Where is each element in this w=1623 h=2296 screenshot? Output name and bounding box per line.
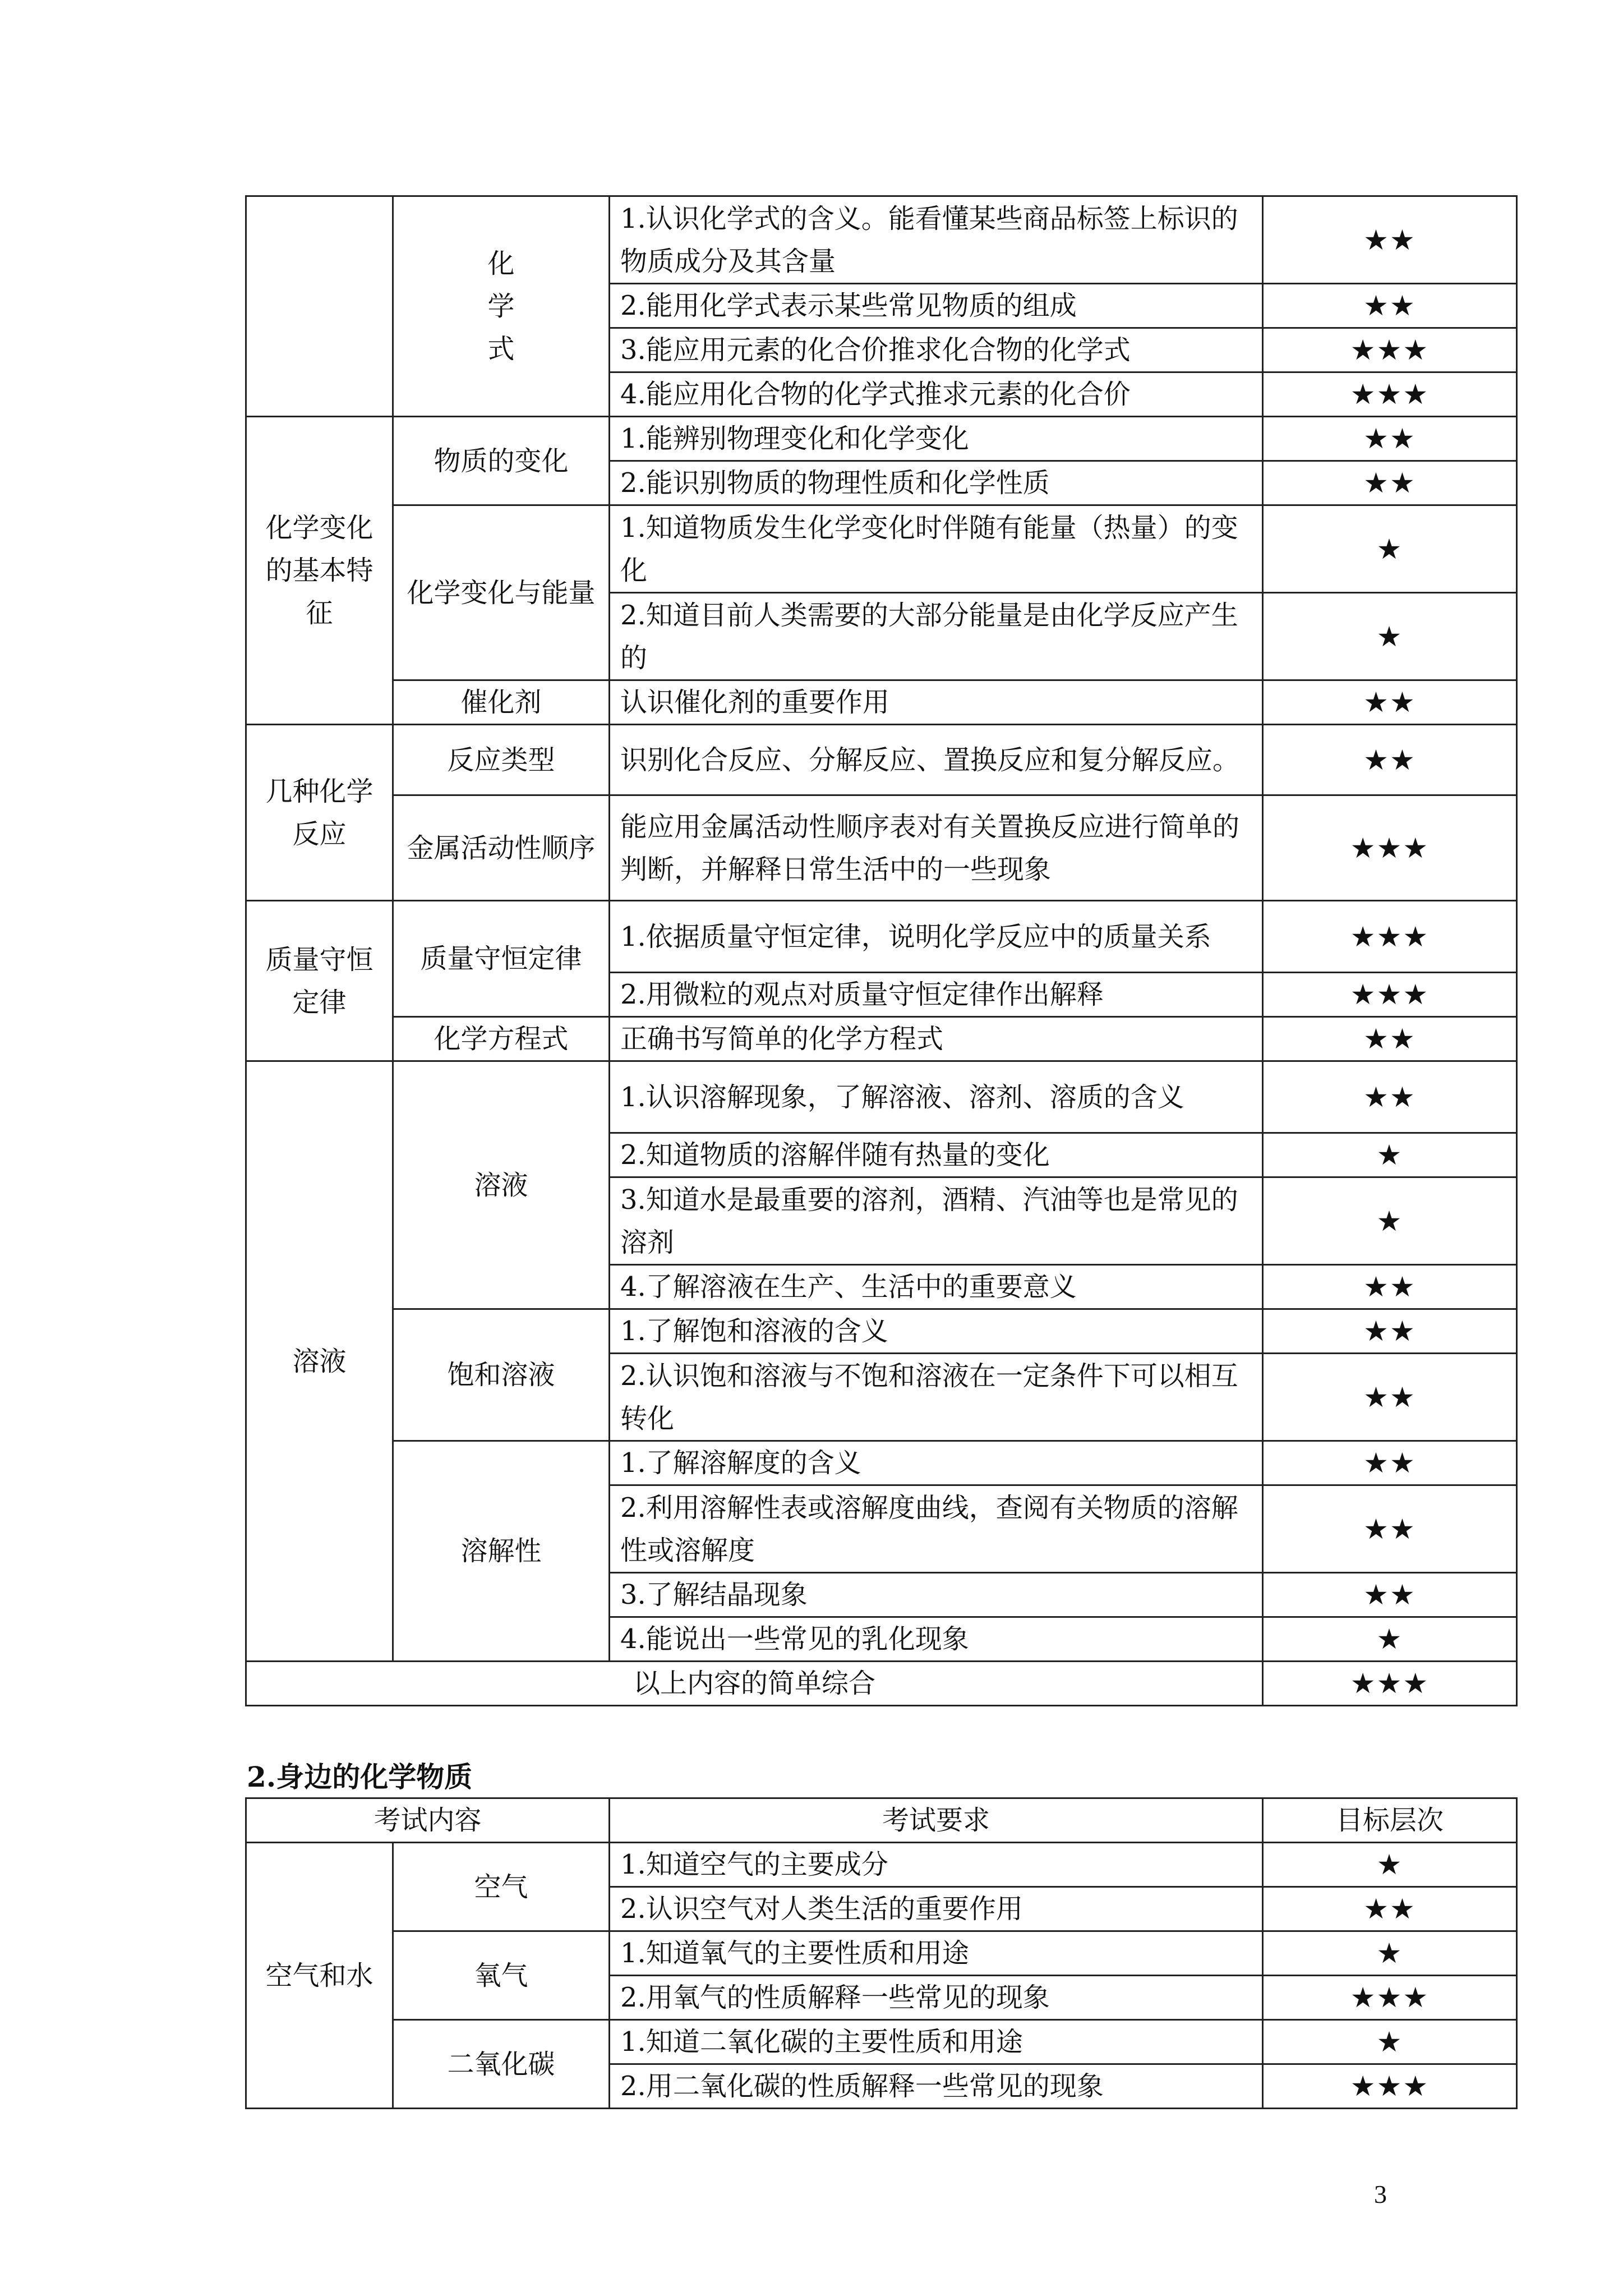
level-stars: ★★ [1263, 1309, 1517, 1354]
table-row [246, 901, 1517, 973]
level-stars: ★★ [1263, 1573, 1517, 1617]
topic-cell: 化学变化的基本特征 [246, 417, 393, 725]
table-row [246, 505, 1517, 593]
requirement-cell: 4.了解溶液在生产、生活中的重要意义 [610, 1265, 1263, 1309]
level-stars: ★★ [1263, 196, 1517, 284]
topic-cell-empty [246, 196, 393, 417]
level-stars: ★★★ [1263, 2064, 1517, 2109]
requirement-cell: 1.认识溶解现象，了解溶液、溶剂、溶质的含义 [610, 1061, 1263, 1133]
level-stars: ★★ [1263, 284, 1517, 328]
level-stars: ★★★ [1263, 1976, 1517, 2020]
subtopic-cell: 反应类型 [393, 725, 610, 795]
requirement-cell: 识别化合反应、分解反应、置换反应和复分解反应。 [610, 725, 1263, 795]
page-number: 3 [1374, 2180, 1387, 2208]
requirement-cell: 2.能用化学式表示某些常见物质的组成 [610, 284, 1263, 328]
level-stars: ★★★ [1263, 372, 1517, 417]
subtopic-cell: 二氧化碳 [393, 2020, 610, 2109]
level-stars: ★★★ [1263, 973, 1517, 1017]
subtopic-cell [393, 196, 610, 417]
header-requirement: 考试要求 [610, 1798, 1263, 1843]
requirement-cell: 1.知道二氧化碳的主要性质和用途 [610, 2020, 1263, 2064]
topic-cell: 几种化学反应 [246, 725, 393, 901]
level-stars: ★ [1263, 505, 1517, 593]
level-stars: ★ [1263, 1931, 1517, 1976]
requirement-cell: 正确书写简单的化学方程式 [610, 1017, 1263, 1061]
table-row [246, 417, 1517, 461]
requirement-cell: 2.知道目前人类需要的大部分能量是由化学反应产生的 [610, 593, 1263, 680]
requirement-cell: 2.利用溶解性表或溶解度曲线，查阅有关物质的溶解性或溶解度 [610, 1485, 1263, 1573]
requirement-cell: 2.认识饱和溶液与不饱和溶液在一定条件下可以相互转化 [610, 1354, 1263, 1441]
requirement-cell: 2.用氧气的性质解释一些常见的现象 [610, 1976, 1263, 2020]
requirement-cell: 2.用二氧化碳的性质解释一些常见的现象 [610, 2064, 1263, 2109]
topic-cell: 质量守恒定律 [246, 901, 393, 1061]
subtopic-label: 化学式 [487, 248, 515, 365]
requirement-cell: 1.依据质量守恒定律，说明化学反应中的质量关系 [610, 901, 1263, 973]
section-title: 2.身边的化学物质 [247, 1760, 473, 1793]
level-stars: ★★ [1263, 1354, 1517, 1441]
requirement-cell: 2.用微粒的观点对质量守恒定律作出解释 [610, 973, 1263, 1017]
subtopic-cell: 催化剂 [393, 680, 610, 725]
level-stars: ★ [1263, 1133, 1517, 1177]
subtopic-cell: 物质的变化 [393, 417, 610, 505]
table-header-row [246, 1798, 1517, 1843]
subtopic-cell: 氧气 [393, 1931, 610, 2020]
topic-cell: 溶液 [246, 1061, 393, 1662]
requirement-cell: 能应用金属活动性顺序表对有关置换反应进行简单的判断，并解释日常生活中的一些现象 [610, 795, 1263, 901]
level-stars: ★★ [1263, 1485, 1517, 1573]
table-row [246, 1843, 1517, 1887]
header-level: 目标层次 [1263, 1798, 1517, 1843]
subtopic-cell: 空气 [393, 1843, 610, 1931]
subtopic-cell: 金属活动性顺序 [393, 795, 610, 901]
requirement-cell: 3.能应用元素的化合价推求化合物的化学式 [610, 328, 1263, 372]
requirement-cell: 1.能辨别物理变化和化学变化 [610, 417, 1263, 461]
table-row [246, 680, 1517, 725]
requirement-cell: 3.知道水是最重要的溶剂，酒精、汽油等也是常见的溶剂 [610, 1177, 1263, 1265]
level-stars: ★ [1263, 593, 1517, 680]
level-stars: ★★★ [1263, 795, 1517, 901]
subtopic-cell: 质量守恒定律 [393, 901, 610, 1017]
level-stars: ★ [1263, 2020, 1517, 2064]
topic-cell: 空气和水 [246, 1843, 393, 2109]
table-row [246, 1061, 1517, 1133]
table-row [246, 1931, 1517, 1976]
requirement-cell: 1.知道空气的主要成分 [610, 1843, 1263, 1887]
table-row [246, 725, 1517, 795]
requirement-cell: 2.能识别物质的物理性质和化学性质 [610, 461, 1263, 505]
table-row [246, 795, 1517, 901]
level-stars: ★★ [1263, 461, 1517, 505]
table-row [246, 1017, 1517, 1061]
table-row [246, 1441, 1517, 1485]
level-stars: ★★ [1263, 680, 1517, 725]
level-stars: ★★ [1263, 1265, 1517, 1309]
requirement-cell: 1.了解溶解度的含义 [610, 1441, 1263, 1485]
requirement-cell: 1.了解饱和溶液的含义 [610, 1309, 1263, 1354]
level-stars: ★★ [1263, 725, 1517, 795]
requirements-table-2 [245, 1797, 1518, 2109]
requirement-cell: 4.能说出一些常见的乳化现象 [610, 1617, 1263, 1662]
requirement-cell: 1.知道物质发生化学变化时伴随有能量（热量）的变化 [610, 505, 1263, 593]
requirement-cell: 4.能应用化合物的化学式推求元素的化合价 [610, 372, 1263, 417]
requirement-cell: 1.知道氧气的主要性质和用途 [610, 1931, 1263, 1976]
table-row [246, 2020, 1517, 2064]
level-stars: ★★ [1263, 1061, 1517, 1133]
level-stars: ★★ [1263, 417, 1517, 461]
summary-text: 以上内容的简单综合 [246, 1662, 1263, 1706]
table-row [246, 196, 1517, 284]
requirement-cell: 3.了解结晶现象 [610, 1573, 1263, 1617]
summary-row [246, 1662, 1517, 1706]
subtopic-cell: 溶液 [393, 1061, 610, 1309]
level-stars: ★ [1263, 1617, 1517, 1662]
requirement-cell: 1.认识化学式的含义。能看懂某些商品标签上标识的物质成分及其含量 [610, 196, 1263, 284]
level-stars: ★★★ [1263, 328, 1517, 372]
subtopic-cell: 饱和溶液 [393, 1309, 610, 1441]
subtopic-cell: 化学变化与能量 [393, 505, 610, 680]
level-stars: ★★ [1263, 1441, 1517, 1485]
requirements-table-1 [245, 195, 1518, 1706]
level-stars: ★★ [1263, 1887, 1517, 1931]
subtopic-cell: 化学方程式 [393, 1017, 610, 1061]
table-row [246, 1309, 1517, 1354]
requirement-cell: 认识催化剂的重要作用 [610, 680, 1263, 725]
header-content: 考试内容 [246, 1798, 610, 1843]
level-stars: ★★★ [1263, 901, 1517, 973]
subtopic-cell: 溶解性 [393, 1441, 610, 1662]
requirement-cell: 2.知道物质的溶解伴随有热量的变化 [610, 1133, 1263, 1177]
level-stars: ★ [1263, 1843, 1517, 1887]
level-stars: ★★★ [1263, 1662, 1517, 1706]
level-stars: ★★ [1263, 1017, 1517, 1061]
requirement-cell: 2.认识空气对人类生活的重要作用 [610, 1887, 1263, 1931]
level-stars: ★ [1263, 1177, 1517, 1265]
